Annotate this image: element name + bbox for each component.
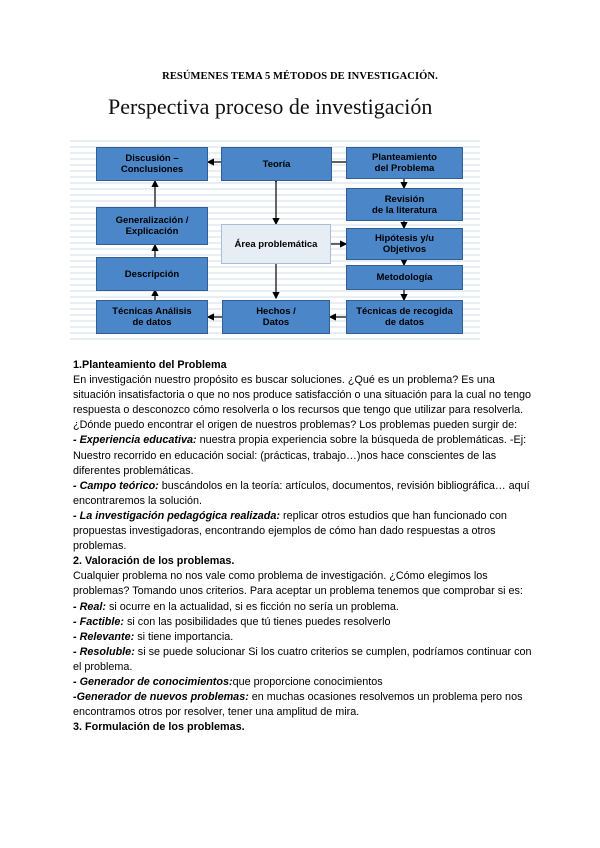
list-item (73, 645, 535, 675)
item-label: - Experiencia educativa: (73, 434, 197, 447)
item-text: buscándolos en la teoría: artículos, documentos, revisión bibliográfica… aquí encontraremos la solución. (73, 479, 530, 507)
list-item (73, 630, 535, 645)
box-tecnicas-analisis: Técnicas Análisis de datos (96, 300, 208, 334)
item-text: en muchas ocasiones resolvemos un problema pero nos encontramos otros por resolver, tener una amplitud de mira. (73, 691, 523, 719)
list-item (73, 675, 535, 690)
list-item (73, 600, 535, 615)
item-text: que proporcione conocimientos (232, 675, 383, 688)
list-item (73, 479, 535, 509)
box-hipotesis-objetivos: Hipótesis y/u Objetivos (346, 228, 463, 260)
item-label: - Relevante: (73, 630, 135, 643)
figure-title: Perspectiva proceso de investigación (108, 94, 433, 119)
box-generalizacion: Generalización / Explicación (96, 207, 208, 245)
item-label: - Generador de conocimientos: (73, 675, 233, 688)
box-revision-literatura: Revisión de la literatura (346, 188, 463, 221)
document-title: RESÚMENES TEMA 5 MÉTODOS DE INVESTIGACIÓN. (162, 71, 438, 82)
list-item (73, 690, 535, 720)
list-item (73, 615, 535, 630)
section-2-paragraph-1: Cualquier problema no nos vale como problema de investigación. ¿Cómo elegimos los problemas? Tomando unos criterios. Para aceptar un problema tenemos que comprobar si es: (73, 570, 523, 598)
list-item (73, 433, 535, 478)
item-label: - Real: (73, 600, 106, 613)
box-metodologia: Metodología (346, 265, 463, 290)
section-1-paragraph-1: En investigación nuestro propósito es buscar soluciones. ¿Qué es un problema? Es una situación insatisfactoria o que no nos produce satisfacción o una situación para la cual no tengo respuesta o desconozco cómo resolverla o los recursos que tengo que utilizar para resolverla. (73, 374, 531, 417)
item-text: nuestra propia experiencia sobre la búsqueda de problemáticas. -Ej: Nuestro recorrido en educación social: (prácticas, trabajo…)nos hace conscientes de las diferentes problemáticas. (73, 434, 527, 477)
section-1-heading: 1.Planteamiento del Problema (73, 359, 227, 371)
item-label: - La investigación pedagógica realizada: (73, 509, 280, 522)
item-text: replicar otros estudios que han funcionado con propuestas investigadoras, encontrando ejemplos de cómo han dado respuestas a otros problemas. (73, 509, 507, 553)
item-label: - Factible: (73, 615, 124, 628)
item-text: si con las posibilidades que tú tienes puedes resolverlo (124, 615, 391, 628)
section-1-paragraph-2: ¿Dónde puedo encontrar el origen de nuestros problemas? Los problemas pueden surgir de: (73, 419, 518, 432)
item-text: si ocurre en la actualidad, si es ficción no sería un problema. (106, 600, 399, 613)
process-diagram (70, 140, 480, 340)
item-label: -Generador de nuevos problemas: (73, 691, 249, 704)
list-item (73, 509, 535, 554)
section-2-heading: 2. Valoración de los problemas. (73, 555, 235, 568)
item-text: si tiene importancia. (134, 630, 234, 643)
box-area-problematica: Área problemática (221, 224, 331, 264)
box-discusion-conclusiones: Discusión – Conclusiones (96, 147, 208, 181)
document-body (73, 358, 535, 735)
item-label: - Campo teórico: (73, 479, 159, 492)
item-label: - Resoluble: (73, 645, 135, 658)
item-text: si se puede solucionar Si los cuatro criterios se cumplen, podríamos continuar con el problema. (73, 645, 532, 673)
box-teoria: Teoría (221, 147, 332, 181)
box-tecnicas-recogida: Técnicas de recogida de datos (346, 300, 463, 334)
box-descripcion: Descripción (96, 257, 208, 291)
section-3-heading: 3. Formulación de los problemas. (73, 721, 245, 734)
box-planteamiento: Planteamiento del Problema (346, 147, 463, 179)
box-hechos-datos: Hechos / Datos (222, 300, 330, 334)
